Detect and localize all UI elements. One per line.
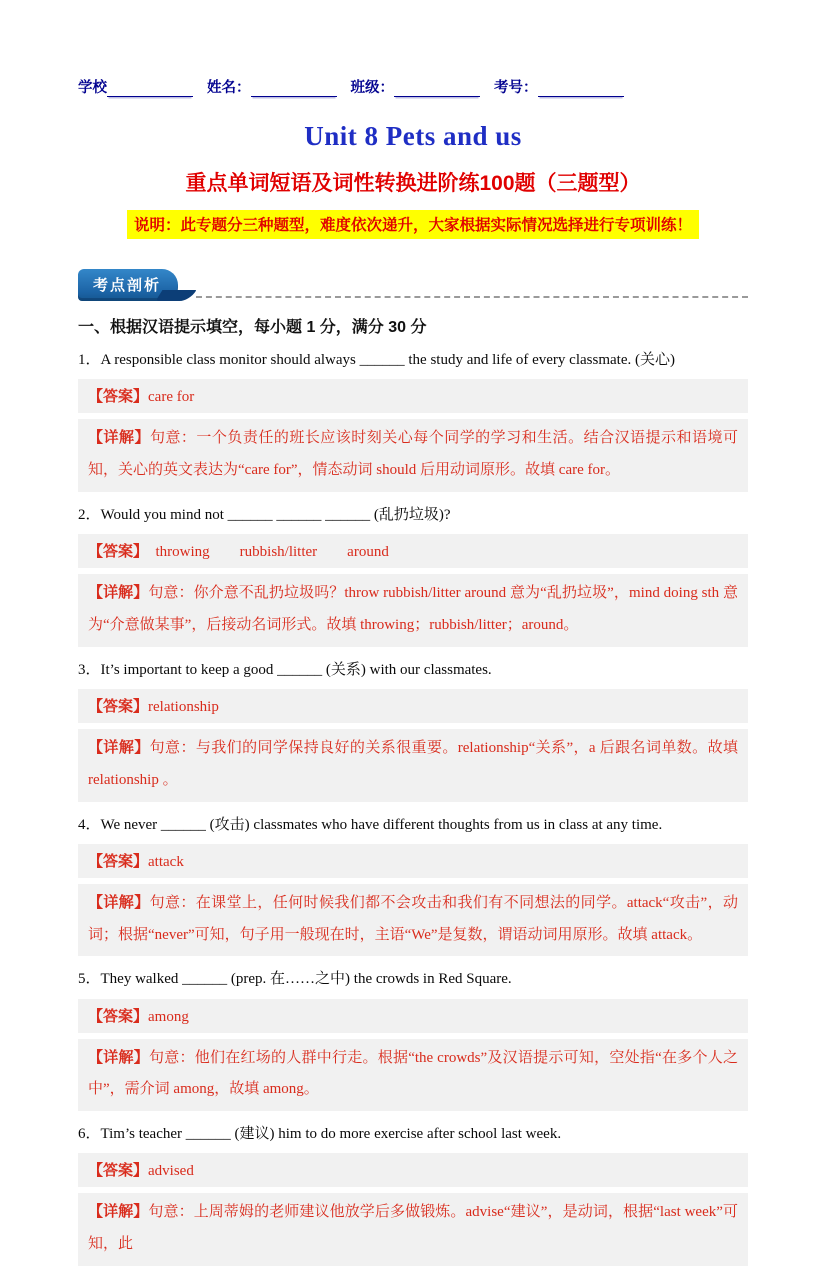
question-3 — [78, 660, 748, 802]
question-2 — [78, 505, 748, 647]
explanation-label: 【详解】 — [88, 1204, 149, 1221]
explanation-text: 句意：你介意不乱扔垃圾吗？throw rubbish/litter around 意为“乱扔垃圾”，mind doing sth 意为“介意做某事”，后接动名词形式。故填 throwing；rubbish/litter；around。 — [88, 585, 738, 633]
exam-number-field — [494, 76, 624, 97]
class-label: 班级： — [350, 80, 394, 96]
unit-title: Unit 8 Pets and us — [304, 121, 522, 151]
explanation-text: 句意：他们在红场的人群中行走。根据“the crowds”及汉语提示可知，空处指“在多个人之中”，需介词 among，故填 among。 — [88, 1049, 738, 1098]
answer-text: throwing rubbish/litter around — [140, 544, 389, 561]
answer-text: relationship — [148, 698, 219, 715]
exam-number-blank-line — [538, 83, 624, 98]
name-label: 姓名： — [207, 80, 251, 96]
explanation-text: 句意：一个负责任的班长应该时刻关心每个同学的学习和生活。结合汉语提示和语境可知，关心的英文表达为“care for”，情态动词 should 后用动词原形。故填 care for。 — [88, 430, 738, 479]
answer-label: 【答案】 — [88, 698, 149, 715]
school-label: 学校 — [78, 80, 107, 96]
explanation-label: 【详解】 — [88, 585, 149, 602]
name-field — [207, 76, 337, 97]
explanation-label: 【详解】 — [88, 1049, 149, 1066]
class-blank-line — [394, 83, 480, 98]
notice-row — [78, 210, 748, 239]
answer-text: attack — [148, 853, 184, 870]
question-4-stem: 4．We never ______ (攻击) classmates who have different thoughts from us in class at any time. — [78, 816, 663, 833]
answer-text: advised — [148, 1163, 194, 1180]
worksheet-subtitle: 重点单词短语及词性转换进阶练100题（三题型） — [185, 172, 641, 195]
answer-label: 【答案】 — [88, 544, 141, 561]
school-field — [78, 76, 193, 97]
answer-text: care for — [148, 389, 195, 406]
question-2-stem: 2．Would you mind not ______ ______ ______ (乱扔垃圾)? — [78, 506, 451, 523]
school-blank-line — [107, 83, 193, 98]
explanation-label: 【详解】 — [88, 739, 150, 756]
question-1-answer-band — [78, 379, 748, 413]
explanation-text: 句意：上周蒂姆的老师建议他放学后多做锻炼。advise“建议”，是动词，根据“last week”可知，此 — [88, 1204, 738, 1253]
answer-label: 【答案】 — [88, 1008, 149, 1025]
answer-text: among — [148, 1008, 189, 1025]
question-1-explanation-band — [78, 419, 748, 492]
answer-label: 【答案】 — [88, 389, 149, 406]
question-5-explanation-band — [78, 1039, 748, 1112]
explanation-label: 【详解】 — [88, 894, 150, 911]
answer-label: 【答案】 — [88, 1163, 149, 1180]
question-4-answer-band — [78, 844, 748, 878]
explanation-text: 句意：在课堂上，任何时候我们都不会攻击和我们有不同想法的同学。attack“攻击”，动词；根据“never”可知，句子用一般现在时，主语“We”是复数，谓语动词用原形。故填 attack。 — [88, 894, 738, 943]
notice-banner: 说明：此专题分三种题型，难度依次递升，大家根据实际情况选择进行专项训练！ — [127, 210, 699, 239]
question-5 — [78, 969, 748, 1111]
exam-points-badge: 考点剖析 — [78, 269, 178, 301]
question-6-answer-band — [78, 1153, 748, 1187]
question-6-stem: 6．Tim’s teacher ______ (建议) him to do more exercise after school last week. — [78, 1126, 562, 1143]
question-5-answer-band — [78, 999, 748, 1033]
section-heading: 一、根据汉语提示填空，每小题 1 分，满分 30 分 — [78, 319, 427, 336]
question-1 — [78, 350, 748, 492]
dashed-divider — [196, 296, 748, 298]
question-5-stem: 5．They walked ______ (prep. 在……之中) the crowds in Red Square. — [78, 971, 512, 988]
section-badge-row — [78, 269, 748, 301]
question-3-explanation-band — [78, 729, 748, 802]
answer-label: 【答案】 — [88, 853, 149, 870]
question-3-answer-band — [78, 689, 748, 723]
name-blank-line — [251, 83, 337, 98]
explanation-label: 【详解】 — [88, 430, 150, 447]
question-1-stem: 1．A responsible class monitor should always ______ the study and life of every classmate. (关心) — [78, 352, 675, 368]
question-4 — [78, 815, 748, 957]
question-2-answer-band — [78, 534, 748, 568]
explanation-text: 句意：与我们的同学保持良好的关系很重要。relationship“关系”，a 后跟名词单数。故填 relationship 。 — [88, 739, 738, 788]
question-6-explanation-band — [78, 1193, 748, 1266]
question-2-explanation-band — [78, 574, 748, 647]
question-4-explanation-band — [78, 884, 748, 957]
question-3-stem: 3．It’s important to keep a good ______ (关系) with our classmates. — [78, 661, 492, 678]
exam-number-label: 考号： — [494, 80, 538, 96]
class-field — [351, 76, 481, 97]
student-info-header — [78, 76, 748, 97]
question-6 — [78, 1124, 748, 1266]
